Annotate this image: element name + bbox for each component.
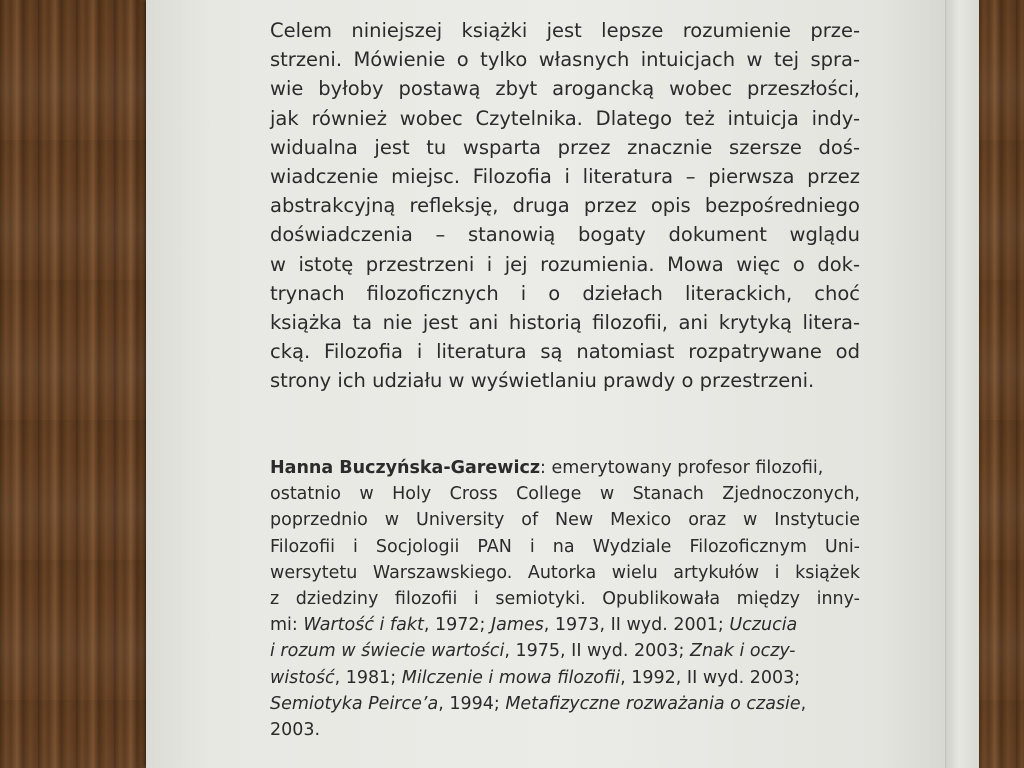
description-paragraph (270, 16, 860, 396)
wooden-surface-right (978, 0, 1024, 768)
book-title: Semiotyka Peirce’a (270, 693, 439, 714)
bio-line: Semiotyka Peirce’a, 1994; Metafizyczne rozważania o czasie, (270, 693, 807, 714)
book-title: Znak i oczy- (689, 641, 796, 662)
book-title: Metafizyczne rozważania o czasie (505, 693, 801, 714)
author-bio (270, 455, 860, 743)
book-title: James (490, 615, 544, 636)
bio-line: wistość, 1981; Milczenie i mowa filozofii, 1992, II wyd. 2003; (270, 667, 801, 688)
text-line: wiadczenie miejsc. Filozofia i literatura – pierwsza przez (270, 165, 860, 189)
text-line: strzeni. Mówienie o tylko własnych intuicjach w tej spra- (270, 48, 860, 72)
book-title: Milczenie i mowa filozofii (401, 667, 621, 688)
text-line: cką. Filozofia i literatura są natomiast rozpatrywane od (270, 340, 860, 364)
book-page-edge (945, 0, 979, 768)
text-line: doświadczenia – stanowią bogaty dokument wglądu (270, 223, 860, 247)
bio-line: Hanna Buczyńska-Garewicz: emerytowany profesor filozofii, (270, 458, 824, 478)
bio-line: Filozofii i Socjologii PAN i na Wydziale Filozoficznym Uni- (270, 536, 860, 557)
text-line: jak również wobec Czytelnika. Dlatego też intuicja indy- (270, 106, 860, 130)
text-line: trynach filozoficznych i o dziełach literackich, choć (270, 281, 860, 305)
bio-line: 2003. (270, 720, 321, 741)
author-name: Hanna Buczyńska-Garewicz (270, 458, 541, 478)
bio-line: poprzednio w University of New Mexico oraz w Instytucie (270, 510, 860, 531)
text-line: wie byłoby postawą zbyt arogancką wobec przeszłości, (270, 77, 860, 101)
text-line: książka ta nie jest ani historią filozofii, ani krytyką litera- (270, 311, 860, 335)
wooden-surface-left (0, 0, 150, 768)
bio-line: i rozum w świecie wartości, 1975, II wyd. 2003; Znak i oczy- (270, 641, 796, 662)
book-title: Uczucia (729, 615, 798, 636)
bio-line: z dziedziny filozofii i semiotyki. Opublikowała między inny- (270, 589, 860, 610)
book-title: Wartość i fakt (303, 615, 424, 636)
book-title: wistość (270, 667, 335, 688)
text-line: w istotę przestrzeni i jej rozumienia. Mowa więc o dok- (270, 252, 860, 276)
text-line: strony ich udziału w wyświetlaniu prawdy o przestrzeni. (270, 369, 815, 393)
text-line: widualna jest tu wsparta przez znacznie szersze doś- (270, 135, 860, 159)
text-line: abstrakcyjną refleksję, druga przez opis bezpośredniego (270, 194, 860, 218)
bio-line: ostatnio w Holy Cross College w Stanach Zjednoczonych, (270, 484, 860, 505)
text-line: Celem niniejszej książki jest lepsze rozumienie prze- (270, 19, 860, 42)
book-title: i rozum w świecie wartości (270, 641, 505, 662)
bio-line: mi: Wartość i fakt, 1972; James, 1973, II wyd. 2001; Uczucia (270, 615, 798, 636)
bio-line: wersytetu Warszawskiego. Autorka wielu artykułów i książek (270, 562, 860, 583)
